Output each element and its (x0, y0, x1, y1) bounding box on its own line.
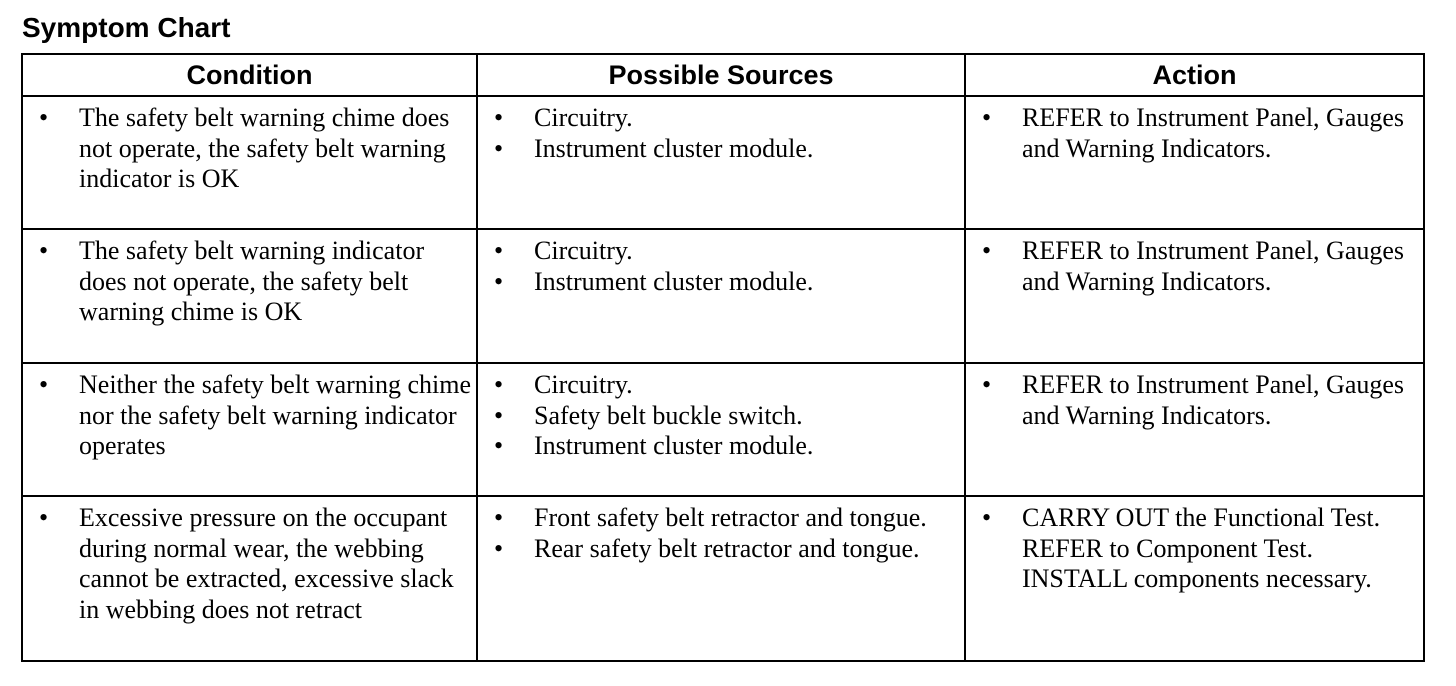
bullet-icon: • (39, 236, 49, 265)
list-item (484, 134, 962, 165)
column-header-condition: Condition (22, 54, 477, 96)
condition-list (29, 370, 474, 462)
possible-sources-cell (477, 229, 965, 363)
sources-list (484, 236, 962, 297)
source-text: Instrument cluster module. (534, 431, 814, 460)
bullet-icon: • (39, 370, 49, 399)
source-text: Rear safety belt retractor and tongue. (534, 533, 920, 563)
action-text: REFER to Instrument Panel, Gauges and Warning Indicators. (1022, 236, 1405, 296)
bullet-icon: • (494, 503, 504, 532)
list-item (484, 103, 962, 134)
sources-list (484, 503, 962, 564)
action-text: REFER to Instrument Panel, Gauges and Warning Indicators. (1022, 370, 1405, 430)
bullet-icon: • (39, 503, 49, 532)
bullet-icon: • (494, 370, 504, 399)
list-item (972, 103, 1421, 164)
action-list (972, 370, 1421, 431)
source-text: Instrument cluster module. (534, 133, 814, 163)
list-item (484, 503, 962, 534)
possible-sources-cell (477, 496, 965, 661)
table-row (22, 96, 1424, 229)
list-item (29, 503, 474, 625)
condition-cell (22, 363, 477, 496)
bullet-icon: • (494, 400, 504, 430)
bullet-icon: • (982, 370, 992, 399)
condition-cell (22, 96, 477, 229)
header-row (22, 54, 1424, 96)
source-text: Circuitry. (534, 370, 633, 399)
condition-list (29, 503, 474, 625)
page-title: Symptom Chart (22, 12, 231, 43)
bullet-icon: • (39, 103, 49, 132)
condition-cell (22, 229, 477, 363)
condition-text: The safety belt warning indicator does not operate, the safety belt warning chime is OK (79, 236, 425, 326)
list-item (484, 431, 962, 462)
bullet-icon: • (982, 503, 992, 532)
bullet-icon: • (494, 266, 504, 296)
bullet-icon: • (494, 236, 504, 265)
list-item (29, 103, 474, 195)
list-item (484, 401, 962, 432)
list-item (29, 236, 474, 328)
table-row (22, 363, 1424, 496)
bullet-icon: • (494, 103, 504, 132)
table-row (22, 496, 1424, 661)
action-list (972, 103, 1421, 164)
action-text: REFER to Instrument Panel, Gauges and Warning Indicators. (1022, 103, 1405, 163)
source-text: Front safety belt retractor and tongue. (534, 503, 927, 532)
source-text: Circuitry. (534, 103, 633, 132)
list-item (484, 534, 962, 565)
possible-sources-cell (477, 363, 965, 496)
condition-list (29, 236, 474, 328)
column-header-action: Action (965, 54, 1424, 96)
source-text: Safety belt buckle switch. (534, 400, 803, 430)
bullet-icon: • (982, 103, 992, 132)
list-item (484, 236, 962, 267)
list-item (972, 236, 1421, 297)
condition-text: Neither the safety belt warning chime nor the safety belt warning indicator operates (79, 370, 472, 460)
action-cell (965, 96, 1424, 229)
action-text: CARRY OUT the Functional Test. REFER to Component Test. INSTALL components necessary. (1022, 503, 1381, 593)
symptom-chart-table (21, 53, 1425, 662)
action-cell (965, 496, 1424, 661)
action-list (972, 236, 1421, 297)
possible-sources-cell (477, 96, 965, 229)
bullet-icon: • (494, 533, 504, 563)
condition-cell (22, 496, 477, 661)
list-item (484, 370, 962, 401)
condition-text: The safety belt warning chime does not operate, the safety belt warning indicator is OK (79, 103, 450, 193)
sources-list (484, 103, 962, 164)
source-text: Circuitry. (534, 236, 633, 265)
table-row (22, 229, 1424, 363)
condition-text: Excessive pressure on the occupant during normal wear, the webbing cannot be extracted, excessive slack in webbing does not retract (79, 503, 454, 624)
bullet-icon: • (494, 133, 504, 163)
source-text: Instrument cluster module. (534, 266, 814, 296)
action-cell (965, 229, 1424, 363)
list-item (972, 503, 1421, 595)
bullet-icon: • (982, 236, 992, 265)
bullet-icon: • (494, 431, 504, 460)
action-cell (965, 363, 1424, 496)
condition-list (29, 103, 474, 195)
sources-list (484, 370, 962, 462)
list-item (29, 370, 474, 462)
action-list (972, 503, 1421, 595)
column-header-possible-sources: Possible Sources (477, 54, 965, 96)
list-item (484, 267, 962, 298)
list-item (972, 370, 1421, 431)
